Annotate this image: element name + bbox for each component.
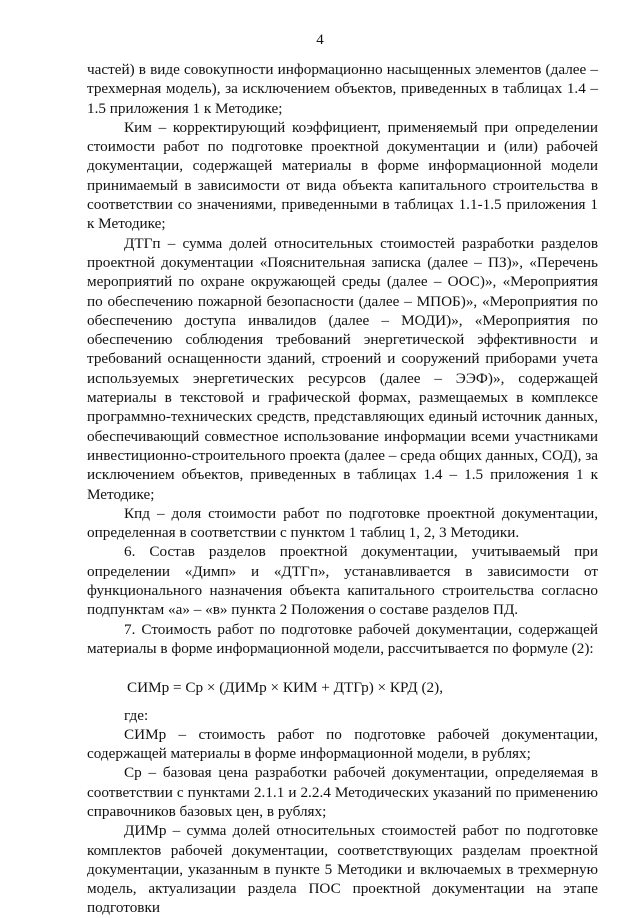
paragraph-dtgp-definition: ДТГп – сумма долей относительных стоимостей разработки разделов проектной документации «Пояснительная записка (далее – ПЗ)», «Перечень мероприятий по охране окружающей среды (далее – ООС)», «Мероприятия по обеспечению пожарной безопасности (далее – МПОБ)», «Мероприятия по обеспечению доступа инвалидов (далее – МОДИ)», «Мероприятия по обеспечению соблюдения требований энергетической эффективности и требований оснащенности зданий, строений и сооружений приборами учета используемых энергетических ресурсов (далее – ЭЭФ)», содержащей материалы в текстовой и графической формах, размещаемых в комплексе программно-технических средств, представляющих единый источник данных, обеспечивающий совместное использование информации всеми участниками инвестиционно-строительного проекта (далее – среда общих данных, СОД), за исключением объектов, приведенных в таблицах 1.4 – 1.5 приложения 1 к Методике;	[87, 234, 599, 503]
paragraph-kpd-definition: Кпд – доля стоимости работ по подготовке проектной документации, определенная в соответствии с пунктом 1 таблиц 1, 2, 3 Методики.	[87, 504, 598, 542]
definition-dimr: ДИМр – сумма долей относительных стоимостей работ по подготовке комплектов рабочей документации, соответствующих разделам проектной документации, указанным в пункте 5 Методики и включаемых в трехмерную модель, актуализации раздела ПОС проектной документации на этапе подготовки	[87, 822, 598, 917]
formula-2: СИМр = Ср × (ДИМр × КИМ + ДТГр) × КРД (2),	[127, 679, 444, 697]
definition-simr: СИМр – стоимость работ по подготовке рабочей документации, содержащей материалы в форме информационной модели, в рублях;	[87, 725, 598, 763]
paragraph-continuation: частей) в виде совокупности информационно насыщенных элементов (далее – трехмерная модель), за исключением объектов, приведенных в таблицах 1.4 – 1.5 приложения 1 к Методике;	[87, 61, 598, 117]
paragraph-item-6: 6. Состав разделов проектной документации, учитываемый при определении «Димп» и «ДТГп», устанавливается в зависимости от функционального назначения объекта капитального строительства согласно подпунктам «а» – «в» пункта 2 Положения о составе разделов ПД.	[87, 543, 598, 619]
page-number: 4	[316, 32, 324, 48]
where-label: где:	[124, 706, 149, 724]
definition-sr: Ср – базовая цена разработки рабочей документации, определяемая в соответствии с пунктами 2.1.1 и 2.2.4 Методических указаний по применению справочников базовых цен, в рублях;	[87, 764, 598, 820]
paragraph-kim-definition: Ким – корректирующий коэффициент, применяемый при определении стоимости работ по подготовке проектной документации и (или) рабочей документации, содержащей материалы в форме информационной модели принимаемый в зависимости от вида объекта капитального строительства в соответствии со значениями, приведенными в таблицах 1.1-1.5 приложения 1 к Методике;	[87, 118, 598, 233]
document-body	[87, 60, 598, 918]
paragraph-item-7: 7. Стоимость работ по подготовке рабочей документации, содержащей материалы в форме информационной модели, рассчитывается по формуле (2):	[87, 620, 598, 657]
